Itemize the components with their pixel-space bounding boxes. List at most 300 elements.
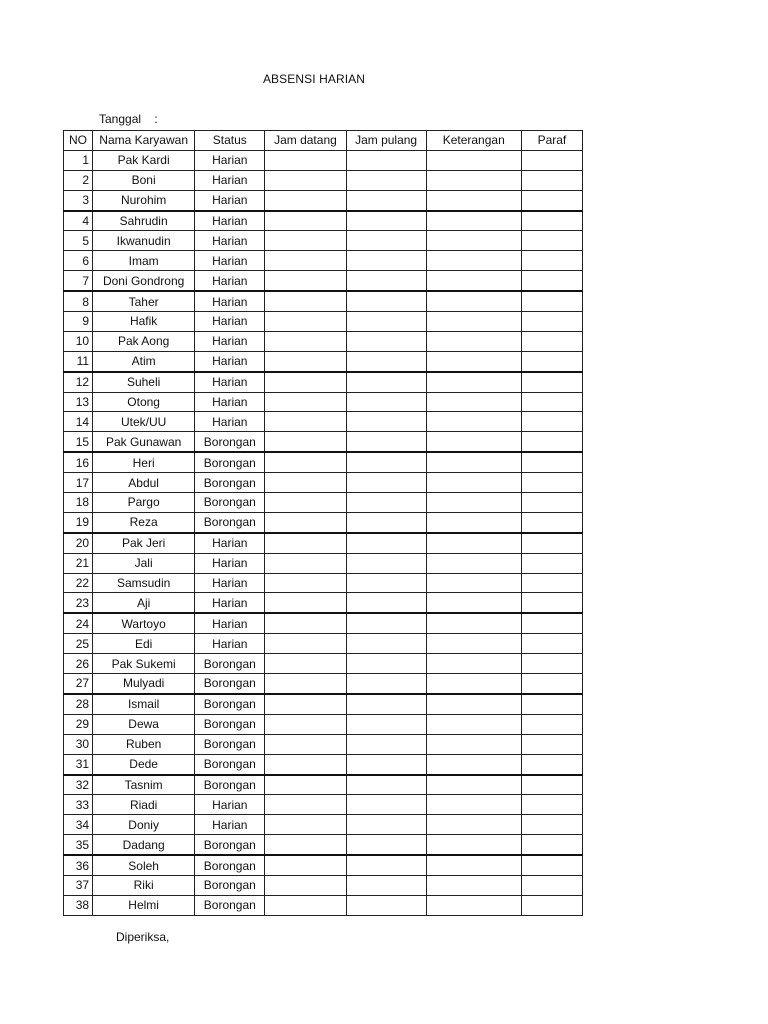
cell-paraf[interactable] xyxy=(521,754,582,774)
cell-no: 26 xyxy=(64,654,93,674)
cell-jam-datang[interactable] xyxy=(265,493,346,513)
cell-keterangan[interactable] xyxy=(426,714,521,734)
cell-no: 30 xyxy=(64,734,93,754)
cell-status: Harian xyxy=(195,170,265,190)
cell-jam-datang[interactable] xyxy=(265,775,346,795)
table-row xyxy=(64,533,583,553)
table-row xyxy=(64,553,583,573)
cell-paraf[interactable] xyxy=(521,694,582,714)
cell-no: 8 xyxy=(64,291,93,311)
cell-nama-karyawan: Dadang xyxy=(93,835,195,855)
cell-paraf[interactable] xyxy=(521,452,582,472)
cell-jam-pulang[interactable] xyxy=(346,795,426,815)
table-row xyxy=(64,412,583,432)
cell-jam-datang[interactable] xyxy=(265,895,346,915)
table-row xyxy=(64,452,583,472)
cell-jam-pulang[interactable] xyxy=(346,493,426,513)
cell-keterangan[interactable] xyxy=(426,613,521,633)
cell-no: 16 xyxy=(64,452,93,472)
cell-jam-datang[interactable] xyxy=(265,392,346,412)
cell-keterangan[interactable] xyxy=(426,553,521,573)
cell-no: 14 xyxy=(64,412,93,432)
cell-no: 17 xyxy=(64,473,93,493)
table-row xyxy=(64,815,583,835)
document-title: ABSENSI HARIAN xyxy=(262,72,366,86)
cell-jam-pulang[interactable] xyxy=(346,211,426,231)
cell-no: 31 xyxy=(64,754,93,774)
cell-keterangan[interactable] xyxy=(426,593,521,613)
cell-jam-pulang[interactable] xyxy=(346,331,426,351)
cell-keterangan[interactable] xyxy=(426,512,521,532)
cell-keterangan[interactable] xyxy=(426,452,521,472)
cell-paraf[interactable] xyxy=(521,211,582,231)
cell-paraf[interactable] xyxy=(521,593,582,613)
cell-status: Borongan xyxy=(195,734,265,754)
cell-jam-datang[interactable] xyxy=(265,432,346,452)
cell-no: 6 xyxy=(64,251,93,271)
cell-keterangan[interactable] xyxy=(426,855,521,875)
header-nama-karyawan: Nama Karyawan xyxy=(93,131,195,151)
cell-jam-pulang[interactable] xyxy=(346,533,426,553)
cell-status: Borongan xyxy=(195,512,265,532)
cell-jam-datang[interactable] xyxy=(265,190,346,210)
cell-keterangan[interactable] xyxy=(426,372,521,392)
cell-nama-karyawan: Imam xyxy=(93,251,195,271)
cell-status: Harian xyxy=(195,312,265,332)
cell-no: 32 xyxy=(64,775,93,795)
cell-jam-pulang[interactable] xyxy=(346,231,426,251)
table-row xyxy=(64,271,583,291)
cell-nama-karyawan: Ruben xyxy=(93,734,195,754)
cell-jam-pulang[interactable] xyxy=(346,714,426,734)
cell-nama-karyawan: Edi xyxy=(93,634,195,654)
cell-paraf[interactable] xyxy=(521,533,582,553)
cell-jam-datang[interactable] xyxy=(265,291,346,311)
cell-no: 12 xyxy=(64,372,93,392)
cell-keterangan[interactable] xyxy=(426,392,521,412)
cell-jam-pulang[interactable] xyxy=(346,432,426,452)
cell-paraf[interactable] xyxy=(521,895,582,915)
cell-jam-pulang[interactable] xyxy=(346,190,426,210)
cell-jam-pulang[interactable] xyxy=(346,291,426,311)
cell-keterangan[interactable] xyxy=(426,634,521,654)
cell-nama-karyawan: Utek/UU xyxy=(93,412,195,432)
table-row xyxy=(64,613,583,633)
table-row xyxy=(64,512,583,532)
cell-jam-datang[interactable] xyxy=(265,251,346,271)
table-row xyxy=(64,855,583,875)
cell-nama-karyawan: Doni Gondrong xyxy=(93,271,195,291)
cell-jam-pulang[interactable] xyxy=(346,654,426,674)
cell-paraf[interactable] xyxy=(521,775,582,795)
cell-paraf[interactable] xyxy=(521,190,582,210)
cell-jam-pulang[interactable] xyxy=(346,271,426,291)
cell-keterangan[interactable] xyxy=(426,493,521,513)
cell-status: Borongan xyxy=(195,493,265,513)
cell-paraf[interactable] xyxy=(521,553,582,573)
cell-nama-karyawan: Doniy xyxy=(93,815,195,835)
cell-nama-karyawan: Riki xyxy=(93,875,195,895)
cell-no: 2 xyxy=(64,170,93,190)
cell-keterangan[interactable] xyxy=(426,271,521,291)
cell-status: Borongan xyxy=(195,754,265,774)
cell-paraf[interactable] xyxy=(521,734,582,754)
cell-jam-pulang[interactable] xyxy=(346,170,426,190)
cell-status: Harian xyxy=(195,795,265,815)
cell-jam-pulang[interactable] xyxy=(346,754,426,774)
cell-keterangan[interactable] xyxy=(426,795,521,815)
cell-keterangan[interactable] xyxy=(426,775,521,795)
cell-paraf[interactable] xyxy=(521,573,582,593)
cell-no: 22 xyxy=(64,573,93,593)
cell-jam-pulang[interactable] xyxy=(346,613,426,633)
cell-status: Harian xyxy=(195,331,265,351)
cell-jam-datang[interactable] xyxy=(265,654,346,674)
cell-keterangan[interactable] xyxy=(426,190,521,210)
cell-jam-datang[interactable] xyxy=(265,694,346,714)
cell-keterangan[interactable] xyxy=(426,231,521,251)
date-colon: : xyxy=(154,112,158,126)
cell-jam-pulang[interactable] xyxy=(346,351,426,371)
cell-status: Harian xyxy=(195,291,265,311)
cell-no: 15 xyxy=(64,432,93,452)
date-line xyxy=(99,112,158,126)
cell-no: 5 xyxy=(64,231,93,251)
cell-jam-datang[interactable] xyxy=(265,170,346,190)
cell-keterangan[interactable] xyxy=(426,251,521,271)
cell-jam-pulang[interactable] xyxy=(346,835,426,855)
cell-paraf[interactable] xyxy=(521,654,582,674)
table-row xyxy=(64,251,583,271)
cell-status: Harian xyxy=(195,553,265,573)
cell-nama-karyawan: Wartoyo xyxy=(93,613,195,633)
cell-paraf[interactable] xyxy=(521,875,582,895)
cell-paraf[interactable] xyxy=(521,815,582,835)
cell-nama-karyawan: Atim xyxy=(93,351,195,371)
cell-jam-pulang[interactable] xyxy=(346,392,426,412)
cell-keterangan[interactable] xyxy=(426,331,521,351)
table-row xyxy=(64,190,583,210)
cell-keterangan[interactable] xyxy=(426,473,521,493)
cell-no: 20 xyxy=(64,533,93,553)
cell-paraf[interactable] xyxy=(521,372,582,392)
cell-jam-pulang[interactable] xyxy=(346,674,426,694)
cell-keterangan[interactable] xyxy=(426,432,521,452)
table-row xyxy=(64,694,583,714)
cell-paraf[interactable] xyxy=(521,835,582,855)
cell-jam-pulang[interactable] xyxy=(346,312,426,332)
table-row xyxy=(64,312,583,332)
table-row xyxy=(64,331,583,351)
cell-paraf[interactable] xyxy=(521,613,582,633)
cell-paraf[interactable] xyxy=(521,150,582,170)
cell-jam-pulang[interactable] xyxy=(346,372,426,392)
cell-status: Harian xyxy=(195,271,265,291)
header-keterangan: Keterangan xyxy=(426,131,521,151)
cell-jam-pulang[interactable] xyxy=(346,251,426,271)
cell-jam-datang[interactable] xyxy=(265,150,346,170)
table-row xyxy=(64,734,583,754)
cell-jam-pulang[interactable] xyxy=(346,452,426,472)
cell-status: Harian xyxy=(195,211,265,231)
cell-jam-datang[interactable] xyxy=(265,312,346,332)
cell-no: 28 xyxy=(64,694,93,714)
cell-no: 11 xyxy=(64,351,93,371)
cell-no: 24 xyxy=(64,613,93,633)
cell-jam-datang[interactable] xyxy=(265,875,346,895)
table-row xyxy=(64,291,583,311)
cell-jam-datang[interactable] xyxy=(265,714,346,734)
cell-keterangan[interactable] xyxy=(426,895,521,915)
cell-no: 34 xyxy=(64,815,93,835)
cell-keterangan[interactable] xyxy=(426,312,521,332)
cell-no: 38 xyxy=(64,895,93,915)
table-row xyxy=(64,674,583,694)
cell-no: 29 xyxy=(64,714,93,734)
cell-keterangan[interactable] xyxy=(426,654,521,674)
cell-status: Borongan xyxy=(195,432,265,452)
cell-jam-pulang[interactable] xyxy=(346,412,426,432)
cell-jam-datang[interactable] xyxy=(265,473,346,493)
cell-jam-pulang[interactable] xyxy=(346,512,426,532)
cell-nama-karyawan: Pak Jeri xyxy=(93,533,195,553)
cell-jam-datang[interactable] xyxy=(265,512,346,532)
cell-status: Harian xyxy=(195,231,265,251)
cell-jam-datang[interactable] xyxy=(265,271,346,291)
cell-paraf[interactable] xyxy=(521,855,582,875)
cell-nama-karyawan: Pak Sukemi xyxy=(93,654,195,674)
cell-status: Borongan xyxy=(195,855,265,875)
cell-paraf[interactable] xyxy=(521,392,582,412)
cell-status: Borongan xyxy=(195,694,265,714)
cell-keterangan[interactable] xyxy=(426,533,521,553)
cell-no: 7 xyxy=(64,271,93,291)
cell-status: Borongan xyxy=(195,875,265,895)
table-row xyxy=(64,795,583,815)
cell-keterangan[interactable] xyxy=(426,150,521,170)
cell-paraf[interactable] xyxy=(521,231,582,251)
cell-paraf[interactable] xyxy=(521,251,582,271)
cell-jam-pulang[interactable] xyxy=(346,553,426,573)
table-row xyxy=(64,432,583,452)
attendance-table xyxy=(63,130,583,916)
cell-jam-datang[interactable] xyxy=(265,674,346,694)
cell-paraf[interactable] xyxy=(521,291,582,311)
cell-no: 10 xyxy=(64,331,93,351)
cell-nama-karyawan: Dewa xyxy=(93,714,195,734)
cell-status: Borongan xyxy=(195,452,265,472)
cell-status: Borongan xyxy=(195,674,265,694)
cell-jam-pulang[interactable] xyxy=(346,694,426,714)
cell-keterangan[interactable] xyxy=(426,291,521,311)
cell-nama-karyawan: Reza xyxy=(93,512,195,532)
cell-paraf[interactable] xyxy=(521,493,582,513)
cell-keterangan[interactable] xyxy=(426,674,521,694)
table-row xyxy=(64,654,583,674)
cell-status: Harian xyxy=(195,372,265,392)
cell-no: 13 xyxy=(64,392,93,412)
cell-jam-pulang[interactable] xyxy=(346,815,426,835)
table-row xyxy=(64,875,583,895)
header-no: NO xyxy=(64,131,93,151)
cell-nama-karyawan: Nurohim xyxy=(93,190,195,210)
cell-no: 18 xyxy=(64,493,93,513)
cell-nama-karyawan: Pargo xyxy=(93,493,195,513)
cell-jam-datang[interactable] xyxy=(265,593,346,613)
table-row xyxy=(64,473,583,493)
cell-jam-pulang[interactable] xyxy=(346,573,426,593)
cell-paraf[interactable] xyxy=(521,312,582,332)
cell-no: 1 xyxy=(64,150,93,170)
cell-jam-datang[interactable] xyxy=(265,613,346,633)
table-row xyxy=(64,231,583,251)
cell-nama-karyawan: Suheli xyxy=(93,372,195,392)
cell-jam-pulang[interactable] xyxy=(346,734,426,754)
cell-status: Harian xyxy=(195,593,265,613)
cell-paraf[interactable] xyxy=(521,331,582,351)
cell-jam-pulang[interactable] xyxy=(346,775,426,795)
cell-keterangan[interactable] xyxy=(426,170,521,190)
table-row xyxy=(64,351,583,371)
cell-jam-datang[interactable] xyxy=(265,452,346,472)
cell-jam-datang[interactable] xyxy=(265,533,346,553)
cell-no: 4 xyxy=(64,211,93,231)
table-row xyxy=(64,150,583,170)
cell-nama-karyawan: Ikwanudin xyxy=(93,231,195,251)
cell-nama-karyawan: Pak Gunawan xyxy=(93,432,195,452)
table-row xyxy=(64,573,583,593)
cell-keterangan[interactable] xyxy=(426,573,521,593)
table-row xyxy=(64,493,583,513)
cell-paraf[interactable] xyxy=(521,674,582,694)
cell-paraf[interactable] xyxy=(521,432,582,452)
table-header-row xyxy=(64,131,583,151)
cell-jam-datang[interactable] xyxy=(265,211,346,231)
cell-paraf[interactable] xyxy=(521,351,582,371)
table-body xyxy=(64,150,583,915)
table-row xyxy=(64,754,583,774)
table-row xyxy=(64,392,583,412)
cell-status: Harian xyxy=(195,392,265,412)
cell-status: Harian xyxy=(195,573,265,593)
cell-paraf[interactable] xyxy=(521,512,582,532)
cell-no: 9 xyxy=(64,312,93,332)
cell-jam-pulang[interactable] xyxy=(346,150,426,170)
cell-keterangan[interactable] xyxy=(426,875,521,895)
cell-paraf[interactable] xyxy=(521,271,582,291)
cell-nama-karyawan: Heri xyxy=(93,452,195,472)
header-paraf: Paraf xyxy=(521,131,582,151)
cell-nama-karyawan: Otong xyxy=(93,392,195,412)
table-row xyxy=(64,895,583,915)
cell-nama-karyawan: Pak Kardi xyxy=(93,150,195,170)
cell-paraf[interactable] xyxy=(521,170,582,190)
cell-jam-datang[interactable] xyxy=(265,351,346,371)
cell-keterangan[interactable] xyxy=(426,815,521,835)
cell-no: 36 xyxy=(64,855,93,875)
cell-status: Borongan xyxy=(195,654,265,674)
cell-status: Borongan xyxy=(195,835,265,855)
cell-jam-datang[interactable] xyxy=(265,754,346,774)
cell-jam-datang[interactable] xyxy=(265,553,346,573)
cell-jam-datang[interactable] xyxy=(265,795,346,815)
cell-status: Harian xyxy=(195,815,265,835)
cell-status: Borongan xyxy=(195,775,265,795)
cell-nama-karyawan: Hafik xyxy=(93,312,195,332)
cell-keterangan[interactable] xyxy=(426,211,521,231)
cell-jam-datang[interactable] xyxy=(265,231,346,251)
cell-status: Harian xyxy=(195,634,265,654)
cell-jam-pulang[interactable] xyxy=(346,593,426,613)
cell-no: 35 xyxy=(64,835,93,855)
cell-keterangan[interactable] xyxy=(426,694,521,714)
cell-no: 3 xyxy=(64,190,93,210)
cell-no: 27 xyxy=(64,674,93,694)
cell-nama-karyawan: Riadi xyxy=(93,795,195,815)
cell-jam-datang[interactable] xyxy=(265,412,346,432)
header-jam-datang: Jam datang xyxy=(265,131,346,151)
cell-jam-pulang[interactable] xyxy=(346,895,426,915)
cell-keterangan[interactable] xyxy=(426,351,521,371)
footer-diperiksa: Diperiksa, xyxy=(116,930,170,944)
cell-jam-datang[interactable] xyxy=(265,331,346,351)
table-row xyxy=(64,372,583,392)
cell-jam-pulang[interactable] xyxy=(346,855,426,875)
cell-jam-datang[interactable] xyxy=(265,734,346,754)
cell-status: Borongan xyxy=(195,714,265,734)
cell-no: 23 xyxy=(64,593,93,613)
cell-status: Borongan xyxy=(195,895,265,915)
table-row xyxy=(64,593,583,613)
cell-paraf[interactable] xyxy=(521,473,582,493)
cell-jam-datang[interactable] xyxy=(265,372,346,392)
cell-paraf[interactable] xyxy=(521,634,582,654)
cell-nama-karyawan: Dede xyxy=(93,754,195,774)
cell-nama-karyawan: Tasnim xyxy=(93,775,195,795)
cell-nama-karyawan: Taher xyxy=(93,291,195,311)
date-label: Tanggal xyxy=(99,112,142,126)
table-row xyxy=(64,714,583,734)
cell-keterangan[interactable] xyxy=(426,734,521,754)
table-row xyxy=(64,634,583,654)
cell-status: Harian xyxy=(195,150,265,170)
cell-keterangan[interactable] xyxy=(426,754,521,774)
cell-keterangan[interactable] xyxy=(426,835,521,855)
cell-paraf[interactable] xyxy=(521,795,582,815)
cell-keterangan[interactable] xyxy=(426,412,521,432)
cell-status: Harian xyxy=(195,251,265,271)
cell-jam-pulang[interactable] xyxy=(346,875,426,895)
cell-nama-karyawan: Mulyadi xyxy=(93,674,195,694)
header-status: Status xyxy=(195,131,265,151)
cell-nama-karyawan: Helmi xyxy=(93,895,195,915)
cell-jam-datang[interactable] xyxy=(265,835,346,855)
cell-nama-karyawan: Samsudin xyxy=(93,573,195,593)
cell-jam-datang[interactable] xyxy=(265,573,346,593)
cell-jam-datang[interactable] xyxy=(265,815,346,835)
cell-nama-karyawan: Pak Aong xyxy=(93,331,195,351)
table-row xyxy=(64,775,583,795)
cell-jam-datang[interactable] xyxy=(265,634,346,654)
cell-jam-pulang[interactable] xyxy=(346,634,426,654)
cell-status: Borongan xyxy=(195,473,265,493)
cell-jam-pulang[interactable] xyxy=(346,473,426,493)
cell-paraf[interactable] xyxy=(521,412,582,432)
cell-jam-datang[interactable] xyxy=(265,855,346,875)
cell-paraf[interactable] xyxy=(521,714,582,734)
cell-status: Harian xyxy=(195,190,265,210)
cell-status: Harian xyxy=(195,613,265,633)
